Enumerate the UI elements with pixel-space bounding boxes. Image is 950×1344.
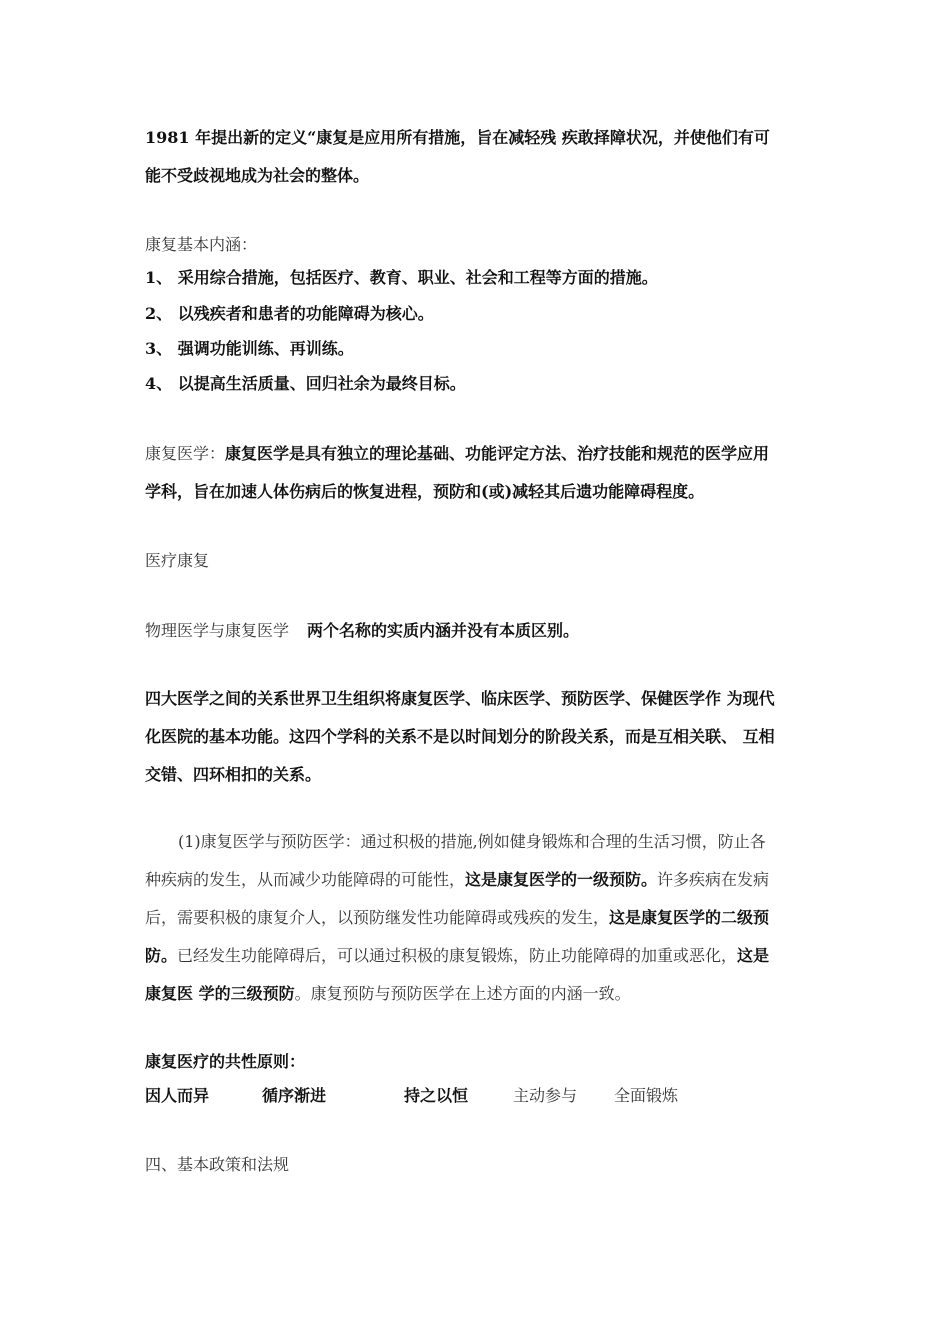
rehab-medicine-text-1: 康复医学是具有独立的理论基础、功能评定方法、治疗技能和规范的医学应用 <box>225 444 770 463</box>
primary-prevention: 这是康复医学的一级预防。 <box>465 870 658 889</box>
prevention-line-4-b: 已经发生功能障碍后，可以通过积极的康复锻炼，防止功能障碍的加重或恶化， <box>177 946 738 965</box>
physical-medicine-label: 物理医学与康复医学 <box>145 621 290 640</box>
prevention-line-5-b: 。康复预防与预防医学在上述方面的内涵一致。 <box>294 984 631 1003</box>
principle-item-3: 持之以恒 <box>404 1086 469 1105</box>
prevention-line-3-a: 后，需要积极的康复介人，以预防继发性功能障碍或残疾的发生， <box>145 908 610 927</box>
prevention-line-2 <box>145 870 769 890</box>
prevention-line-4-a: 防。 <box>145 946 178 965</box>
physical-medicine-text: 两个名称的实质内涵并没有本质区别。 <box>307 621 580 640</box>
principles-heading: 康复医疗的共性原则： <box>145 1052 306 1071</box>
four-medicine-line-3: 交错、四环相扣的关系。 <box>145 765 322 784</box>
section-four-heading: 四、基本政策和法规 <box>145 1155 290 1174</box>
basic-content-item-1: 1、 采用综合措施，包括医疗、教育、职业、社会和工程等方面的措施。 <box>145 268 658 287</box>
prevention-line-3 <box>145 908 769 928</box>
prevention-line-4-c: 这是 <box>737 946 770 965</box>
rehab-medicine-line-1 <box>145 444 769 464</box>
physical-medicine-line <box>145 621 579 641</box>
prevention-line-1: (1)康复医学与预防医学：通过积极的措施,例如健身锻炼和合理的生活习惯，防止各 <box>178 832 766 851</box>
basic-content-item-2: 2、 以残疾者和患者的功能障碍为核心。 <box>145 304 434 323</box>
principle-item-4: 主动参与 <box>513 1086 578 1105</box>
basic-content-heading: 康复基本内涵： <box>145 235 258 254</box>
basic-content-item-3: 3、 强调功能训练、再训练。 <box>145 339 354 358</box>
rehab-medicine-line-2: 学科，旨在加速人体伤病后的恢复进程，预防和(或)减轻其后遗功能障碍程度。 <box>145 482 705 501</box>
rehab-medicine-label: 康复医学： <box>145 444 226 463</box>
four-medicine-line-2: 化医院的基本功能。这四个学科的关系不是以时间划分的阶段关系，而是互相关联、 互相 <box>145 727 775 746</box>
prevention-line-2-c: 许多疾病在发病 <box>657 870 770 889</box>
tertiary-prevention: 康复医 学的三级预防 <box>145 984 295 1003</box>
principle-item-5: 全面锻炼 <box>614 1086 679 1105</box>
secondary-prevention: 这是康复医学的二级预 <box>609 908 770 927</box>
four-medicine-line-1: 四大医学之间的关系世界卫生组织将康复医学、临床医学、预防医学、保健医学作 为现代 <box>145 689 775 708</box>
principle-item-2: 循序渐进 <box>262 1086 327 1105</box>
prevention-line-2-a: 种疾病的发生，从而减少功能障碍的可能性， <box>145 870 466 889</box>
prevention-line-4 <box>145 946 769 966</box>
medical-rehab-heading: 医疗康复 <box>145 551 210 570</box>
prevention-line-5 <box>145 984 631 1004</box>
principle-item-1: 因人而异 <box>145 1086 210 1105</box>
definition-line-1: 1981 年提出新的定义“康复是应用所有措施，旨在减轻残 疾敢择障状况，并使他们有可 <box>145 128 770 147</box>
definition-line-2: 能不受歧视地成为社会的整体。 <box>145 166 370 185</box>
basic-content-item-4: 4、 以提高生活质量、回归社余为最终目标。 <box>145 374 466 393</box>
